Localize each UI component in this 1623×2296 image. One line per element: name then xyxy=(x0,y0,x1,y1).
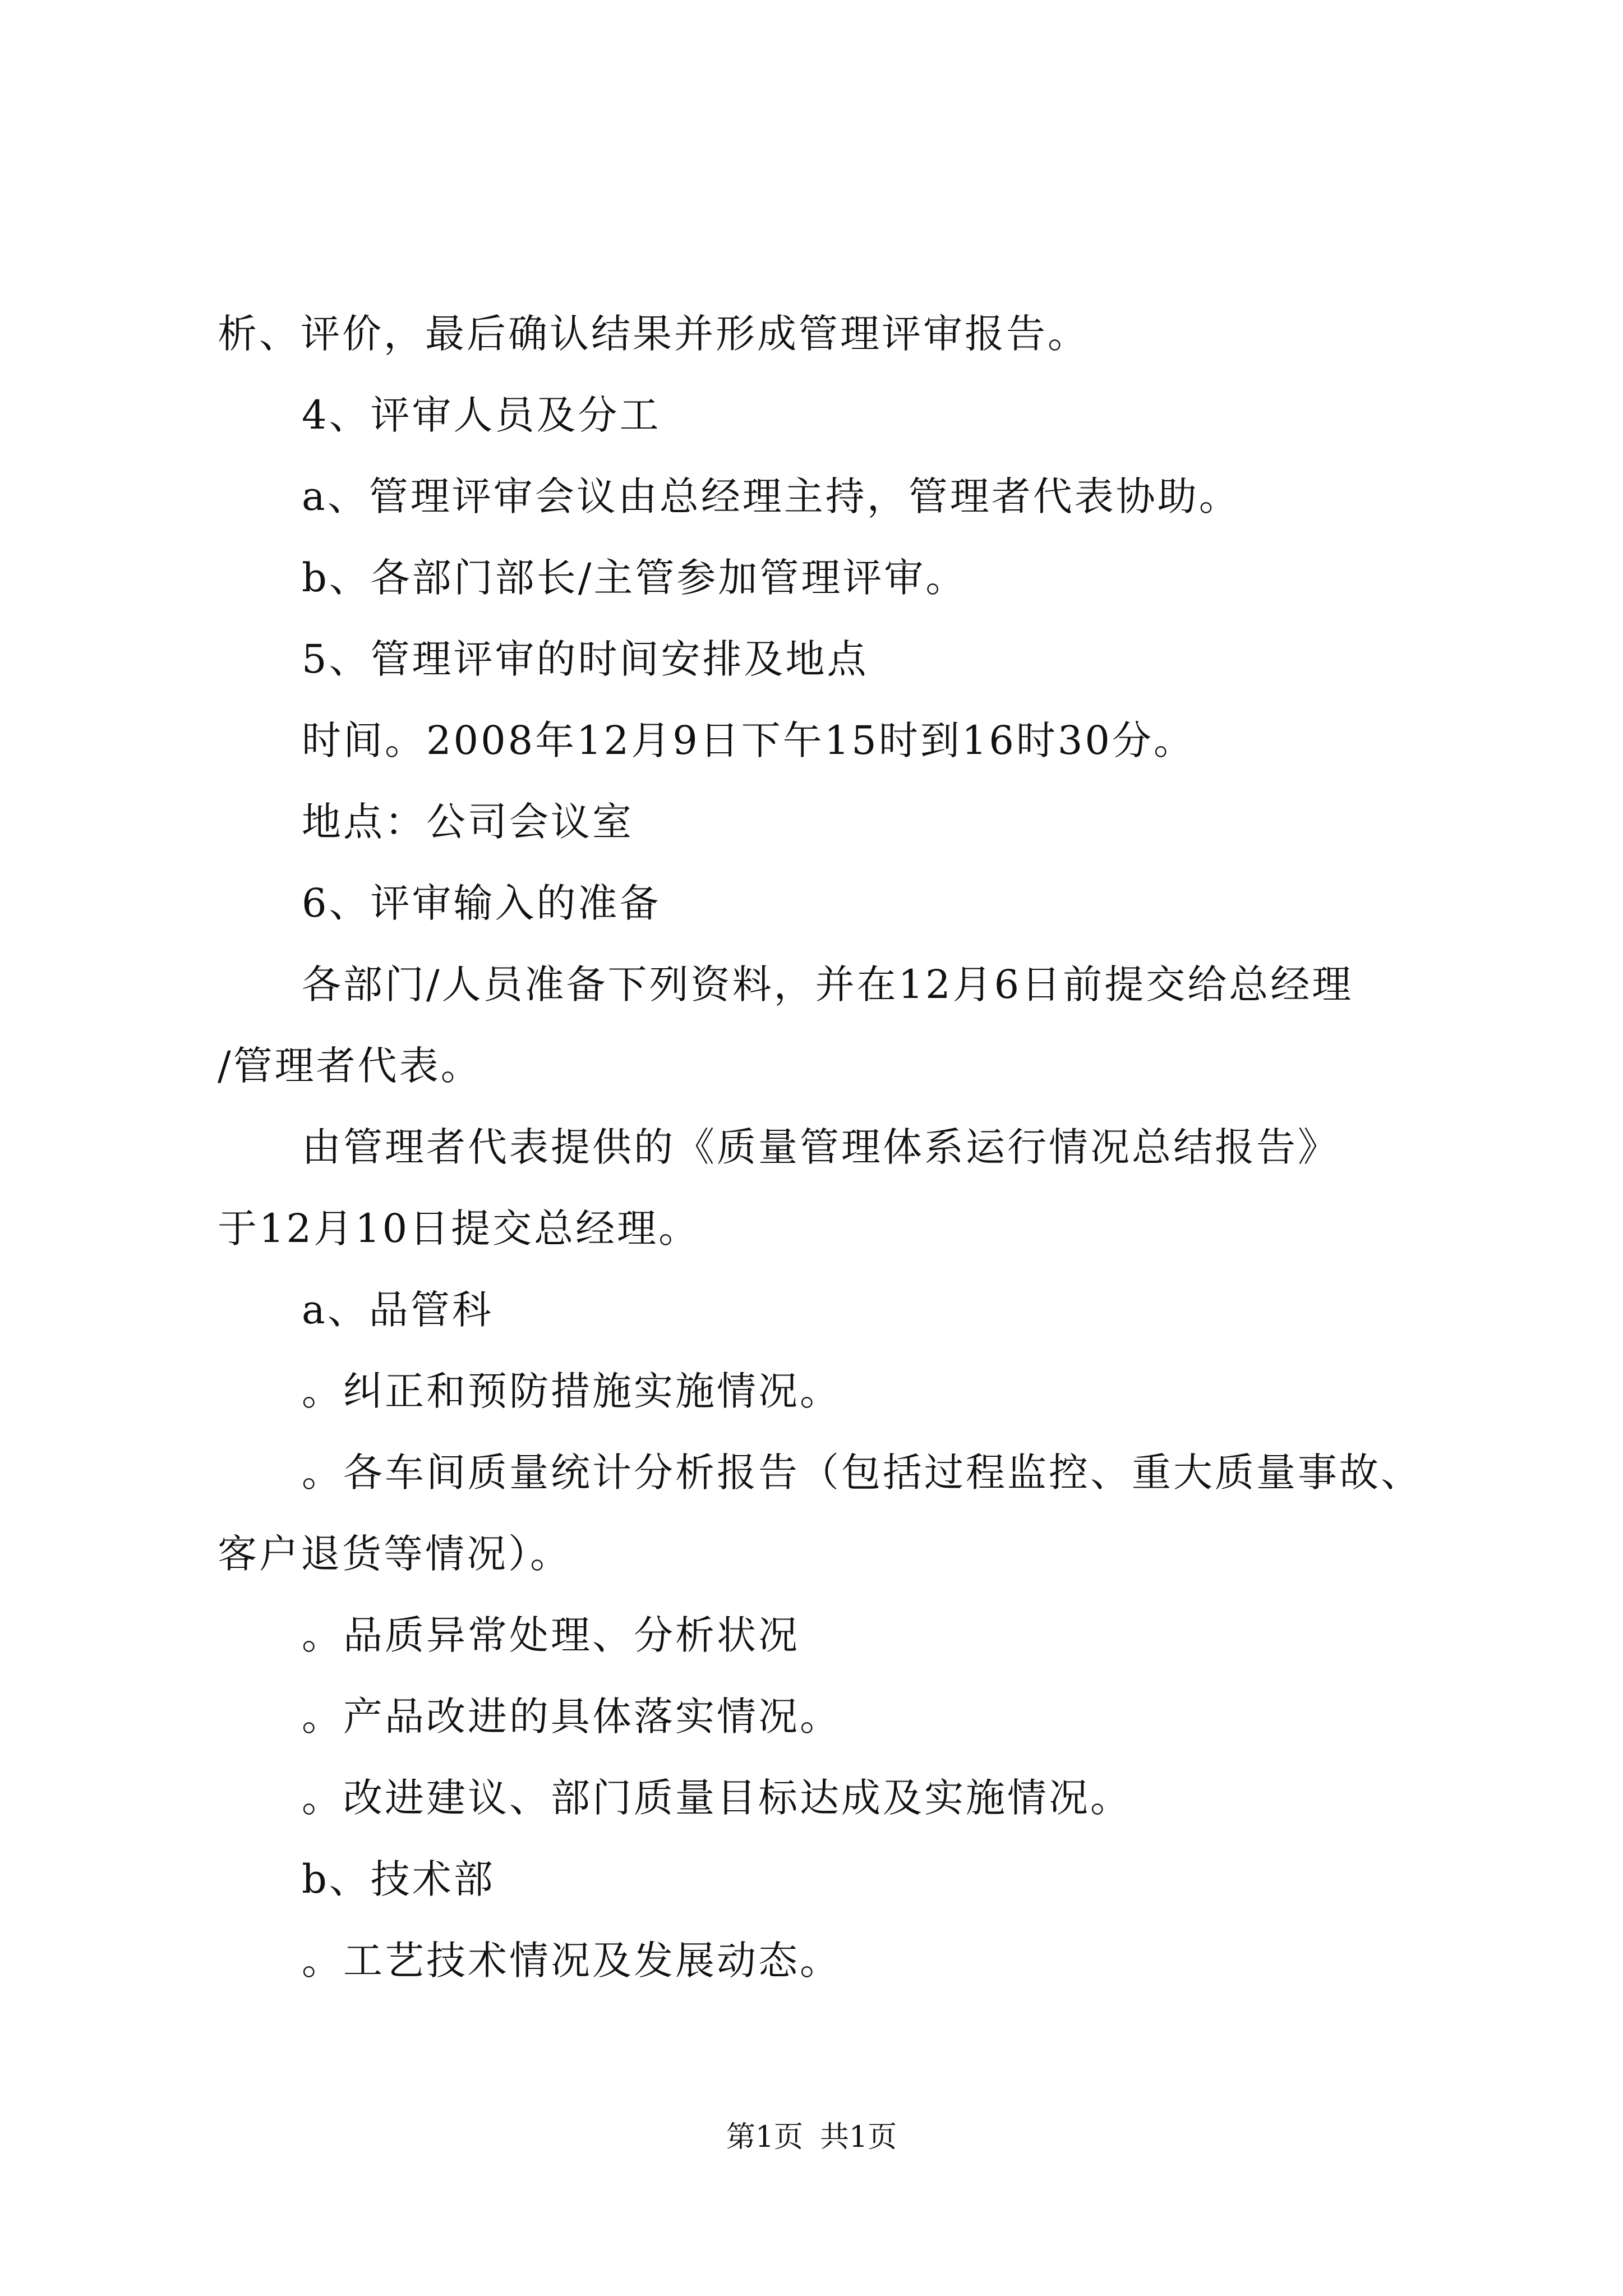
page-footer xyxy=(0,2115,1623,2160)
list-item: 。工艺技术情况及发展动态。 xyxy=(302,1938,841,1984)
list-item-continuation: 客户退货等情况）。 xyxy=(218,1531,571,1577)
text-line-time: 时间。2008年12月9日下午15时到16时30分。 xyxy=(302,717,1195,763)
heading-schedule-location: 5、管理评审的时间安排及地点 xyxy=(302,636,869,682)
list-item: 。各车间质量统计分析报告（包括过程监控、重大质量事故、 xyxy=(302,1450,1422,1496)
subheading-tech-dept: b、技术部 xyxy=(302,1856,495,1902)
heading-input-preparation: 6、评审输入的准备 xyxy=(302,880,661,926)
text-line-1: 析、评价，最后确认结果并形成管理评审报告。 xyxy=(218,311,1089,357)
text-line-11: 由管理者代表提供的《质量管理体系运行情况总结报告》 xyxy=(302,1124,1339,1170)
list-item: 。产品改进的具体落实情况。 xyxy=(302,1694,841,1740)
text-line-4: b、各部门部长/主管参加管理评审。 xyxy=(302,555,967,601)
text-line-3: a、管理评审会议由总经理主持，管理者代表协助。 xyxy=(302,473,1241,519)
text-line-9: 各部门/人员准备下列资料，并在12月6日前提交给总经理 xyxy=(302,961,1354,1007)
list-item: 。改进建议、部门质量目标达成及实施情况。 xyxy=(302,1775,1132,1821)
page-total: 共1页 xyxy=(820,2120,897,2154)
heading-review-personnel: 4、评审人员及分工 xyxy=(302,392,661,438)
text-line-12: 于12月10日提交总经理。 xyxy=(218,1205,700,1251)
text-line-10: /管理者代表。 xyxy=(218,1043,482,1089)
list-item: 。品质异常处理、分析状况 xyxy=(302,1612,800,1658)
page-number: 第1页 xyxy=(726,2120,803,2154)
text-line-location: 地点：公司会议室 xyxy=(302,799,634,845)
list-item: 。纠正和预防措施实施情况。 xyxy=(302,1368,841,1414)
subheading-quality-dept: a、品管科 xyxy=(302,1287,494,1333)
